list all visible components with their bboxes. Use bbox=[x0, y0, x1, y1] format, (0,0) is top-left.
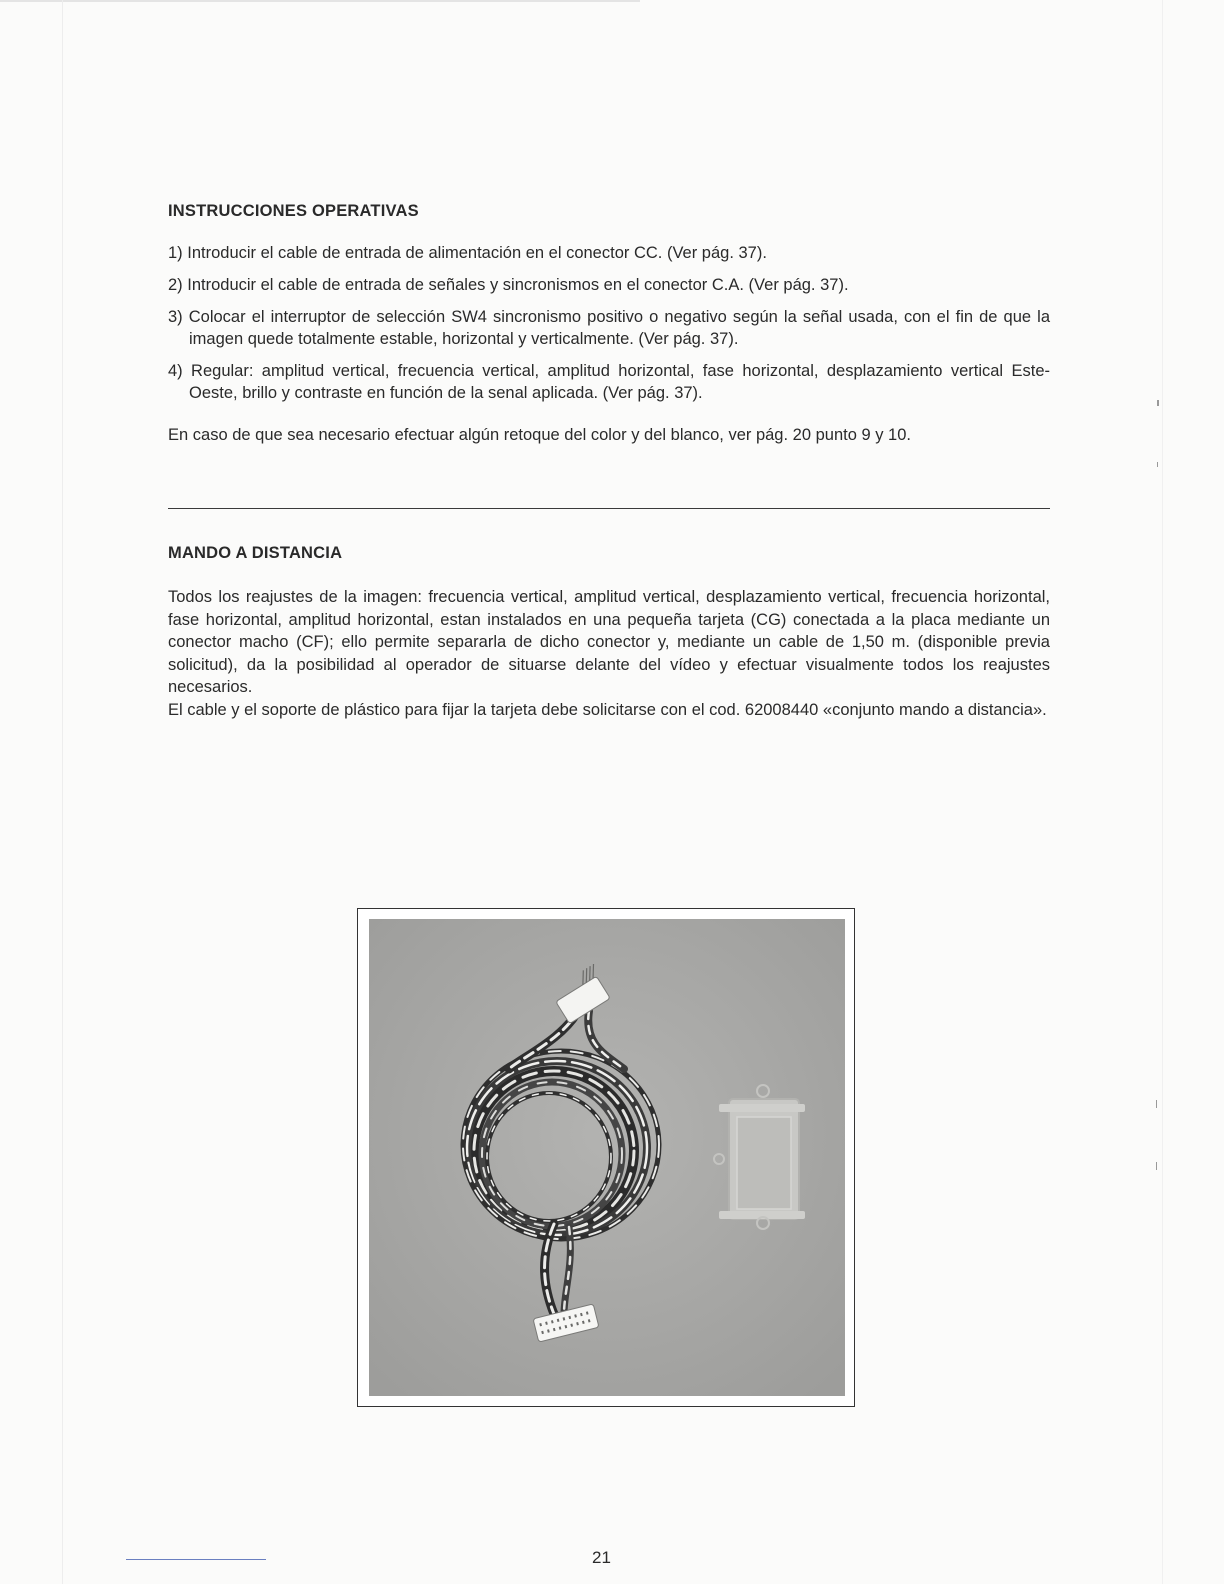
instruction-steps-list bbox=[168, 242, 1050, 414]
order-code-paragraph: El cable y el soporte de plástico para fijar la tarjeta debe solicitarse con el cod. 62008440 «conjunto mando a distancia». bbox=[168, 700, 1047, 719]
right-scan-edge bbox=[1162, 0, 1163, 1584]
instruction-step: 4) Regular: amplitud vertical, frecuencia vertical, amplitud horizontal, fase horizontal, desplazamiento vertical Este-Oeste, brillo y contraste en función de la senal aplicada. (Ver pág. 37). bbox=[168, 362, 1050, 402]
remote-control-paragraph: Todos los reajustes de la imagen: frecuencia vertical, amplitud vertical, desplazamiento vertical, frecuencia horizontal, fase horizontal, amplitud horizontal, estan instalados en una pequeña tarjeta (CG) conectada a la placa mediante un conector macho (CF); ello permite separarla de dicho conector y, mediante un cable de 1,50 m. (disponible previa solicitud), da la posibilidad al operador de situarse delante del vídeo y efectuar visualmente todos los reajustes necesarios. bbox=[168, 588, 1050, 696]
color-adjustment-note: En caso de que sea necesario efectuar algún retoque del color y del blanco, ver pág. 20 punto 9 y 10. bbox=[168, 426, 911, 444]
photo-frame bbox=[357, 908, 855, 1407]
section-title-instrucciones: INSTRUCCIONES OPERATIVAS bbox=[168, 202, 419, 220]
scan-speck bbox=[1156, 1162, 1157, 1170]
scan-speck bbox=[1157, 462, 1158, 467]
remote-control-description bbox=[168, 586, 1050, 721]
section-title-mando-a-distancia: MANDO A DISTANCIA bbox=[168, 544, 343, 562]
section-divider bbox=[168, 508, 1050, 509]
page-number: 21 bbox=[592, 1548, 611, 1567]
left-scan-edge bbox=[62, 0, 63, 1584]
instruction-step: 1) Introducir el cable de entrada de alimentación en el conector CC. (Ver pág. 37). bbox=[168, 244, 767, 262]
scan-speck bbox=[1157, 400, 1159, 406]
scan-speck bbox=[1156, 1100, 1157, 1108]
instruction-step: 3) Colocar el interruptor de selección SW4 sincronismo positivo o negativo según la señal usada, con el fin de que la imagen quede totalmente estable, horizontal y verticalmente. (Ver pág. 37). bbox=[168, 308, 1050, 348]
footnote-rule bbox=[126, 1559, 266, 1560]
instruction-step: 2) Introducir el cable de entrada de señales y sincronismos en el conector C.A. (Ver pág. 37). bbox=[168, 276, 849, 294]
top-edge-rule bbox=[0, 0, 640, 2]
cable-and-bracket-photo bbox=[369, 919, 845, 1396]
